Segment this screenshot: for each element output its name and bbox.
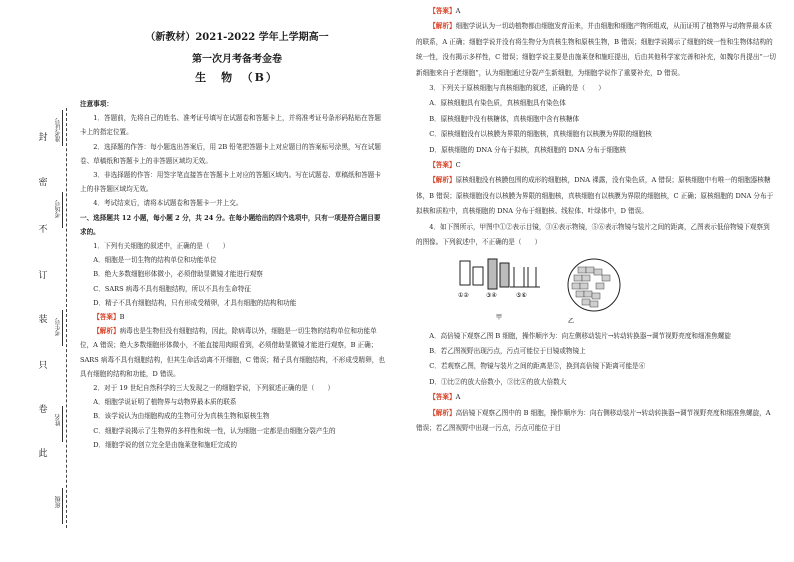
- field-exam-room: 考场号: [55, 200, 62, 218]
- q2-analysis: [416, 19, 776, 81]
- answer-value: C: [455, 161, 461, 170]
- binding-char: 装: [38, 315, 48, 325]
- binding-char: 不: [38, 225, 48, 235]
- q1-option: B．绝大多数细胞形体微小，必须借助显微镜才能进行观察: [93, 270, 263, 279]
- field-line: [62, 110, 63, 146]
- q2-option: A．细胞学说证明了植物界与动物界最本质的联系: [93, 398, 237, 407]
- answer-label: 【答案】: [93, 313, 120, 322]
- binding-dash-line: [66, 108, 67, 528]
- figure-label-56: ⑤⑥: [516, 291, 527, 299]
- notice-item: 3．非选择题的作答：用签字笔直接答在答题卡上对应的答题区域内。写在试题卷、草稿纸和答题卡上的非答题区域均无效。: [80, 171, 381, 194]
- q2-option: B．该学说认为由细胞构成的生物可分为真核生物和原核生物: [93, 412, 270, 421]
- notice-heading: 注意事项：: [80, 100, 113, 108]
- figure-label-jia: 甲: [496, 313, 503, 321]
- q3-option: B．原核细胞中没有核糖体，真核细胞中含有核糖体: [429, 114, 580, 123]
- analysis-text: 原核细胞没有核膜包围的成形的细胞核，DNA 裸露，没有染色质，A 错误；原核细胞中有唯一的细胞器核糖体，B 错误；原核细胞没有以核膜为界限的细胞核，真核细胞有以核膜为界限的细胞核，C 正确；原核细胞的 DNA 分布于拟核和质粒中，真核细胞的 DNA 分布于细胞核、线粒体、叶绿体中，D 错误。: [416, 176, 774, 216]
- analysis-label: 【解析】: [93, 327, 120, 336]
- q1-option: C．SARS 病毒不具有细胞结构，所以不具有生命特征: [93, 284, 251, 293]
- field-admission-number: 准考证号: [55, 118, 62, 142]
- answer-label: 【答案】: [429, 161, 456, 170]
- q3-analysis: [416, 173, 776, 219]
- field-name: 姓名: [55, 414, 62, 426]
- q2-stem: 2．对于 19 世纪自然科学的三大发现之一的细胞学说，下列叙述正确的是（ ）: [93, 384, 335, 393]
- answer-value: A: [455, 7, 461, 15]
- objective-4: [500, 263, 509, 287]
- q4-option: D．①比②的放大倍数小，③比④的放大倍数大: [429, 377, 567, 386]
- binding-char: 此: [38, 449, 48, 459]
- binding-char: 卷: [38, 405, 48, 415]
- analysis-label: 【解析】: [429, 408, 456, 417]
- binding-char: 只: [38, 361, 48, 371]
- notice-item: 4．考试结束后，请将本试题卷和答题卡一并上交。: [93, 199, 243, 208]
- q4-option: B．若乙图视野出现污点，污点可能位于目镜或物镜上: [429, 346, 586, 355]
- field-student-number: 考生号: [55, 318, 62, 336]
- left-column: [80, 30, 386, 452]
- binding-char: 封: [38, 133, 48, 143]
- binding-char: 订: [38, 271, 48, 281]
- q1-option: D．精子不具有细胞结构，只有形成受精卵，才具有细胞的结构和功能: [93, 298, 297, 307]
- q3-stem: 3．下列关于原核细胞与真核细胞的叙述，正确的是（ ）: [429, 84, 605, 93]
- figure-label-12: ①②: [458, 291, 469, 299]
- answer-value: B: [119, 313, 125, 322]
- distance-5: [514, 267, 524, 287]
- analysis-text: 高倍镜下观察乙图中的 B 细胞，操作顺序为：向右侧移动装片→转动转换器→调节视野亮度和细准焦螺旋，A 错误；若乙图视野中出现一污点，污点可能位于目: [416, 408, 771, 432]
- q3-option: C．原核细胞没有以核膜为界限的细胞核，真核细胞有以核膜为界限的细胞核: [429, 130, 652, 139]
- answer-value: A: [455, 393, 461, 402]
- q3-option: A．原核细胞具有染色质，真核细胞具有染色体: [429, 99, 566, 108]
- objective-3: [488, 259, 497, 289]
- field-class: 班级: [55, 496, 62, 508]
- binding-char: 密: [38, 178, 48, 188]
- q1-answer: [80, 310, 386, 324]
- q2-option: D．细胞学说的创立完全是由施莱登和施旺完成的: [93, 440, 237, 449]
- q1-analysis: [80, 324, 386, 381]
- q4-analysis: [416, 406, 776, 437]
- q4-option: A．高倍镜下观察乙图 B 细胞，操作顺序为：向左侧移动装片→转动转换器→调节视野亮度和细准焦螺旋: [429, 331, 731, 340]
- analysis-text: 病毒也是生物但没有细胞结构，因此，除病毒以外，细胞是一切生物的结构单位和功能单位，A 错误；绝大多数细胞形体微小，不能直接用肉眼看到，必须借助显微镜才能进行观察，B 正确；SARS 病毒不具有细胞结构，但其生命活动离不开细胞，C 错误；精子具有细胞结构，不形成受精卵，也具有细胞的结构和功能，D 错误。: [80, 327, 385, 378]
- answer-label: 【答案】: [429, 393, 456, 402]
- q4-stem: 4．如下图所示，甲图中①②表示目镜，③④表示物镜，⑤⑥表示物镜与装片之间的距离，乙图表示低倍物镜下观察到的图像。下列叙述中，不正确的是（ ）: [416, 222, 770, 247]
- exam-title-year: （新教材）2021-2022 学年上学期高一: [145, 32, 329, 43]
- q2-option: C．细胞学说揭示了生物界的多样性和统一性，认为细胞一定都是由细胞分裂产生的: [93, 426, 336, 435]
- section-heading: 一、选择题共 12 小题，每小题 2 分，共 24 分。在每小题给出的四个选项中，只有一项是符合题目要求的。: [80, 213, 381, 236]
- cells: [572, 267, 610, 307]
- field-line: [62, 310, 63, 346]
- analysis-text: 细胞学说认为一切动植物都由细胞发育而来，并由细胞和细胞产物所组成，从而证明了植物界与动物界最本质的联系，A 正确；细胞学说并没有将生物分为真核生物和原核生物，B 错误；细胞学说揭示了细胞的统一性和生物体结构的统一性，没有揭示多样性，C 错误；细胞学说主要是由施莱登和施旺提出，后由其他科学家完善和补充，如魏尔肖提出“一切新细胞来自于老细胞”，认为细胞通过分裂产生新细胞，为细胞学说作了重要补充，D 错误。: [416, 22, 776, 77]
- analysis-label: 【解析】: [429, 176, 456, 185]
- q4-figure: [416, 253, 776, 327]
- field-line: [62, 488, 63, 524]
- exam-subject: 生 物 （B）: [195, 71, 279, 84]
- eyepiece-2: [473, 267, 483, 285]
- q4-option: C．若观察乙图，物镜与装片之间的距离是⑤，换到高倍镜下距离可能是⑥: [429, 362, 646, 371]
- q3-answer: [416, 158, 776, 173]
- q2-answer: [416, 4, 776, 19]
- field-line: [62, 406, 63, 442]
- right-column: [416, 4, 776, 436]
- binding-margin: [0, 0, 92, 562]
- q1-stem: 1．下列有关细胞的叙述中，正确的是（ ）: [93, 242, 230, 251]
- figure-label-34: ③④: [486, 291, 497, 299]
- distance-6: [528, 267, 536, 287]
- figure-label-yi: 乙: [568, 317, 575, 325]
- microscope-figure: [456, 253, 636, 327]
- notice-item: 1．答题前，先将自己的姓名、准考证号填写在试题卷和答题卡上，并将准考证号条形码粘贴在答题卡上的指定位置。: [80, 114, 381, 137]
- analysis-label: 【解析】: [429, 22, 456, 31]
- notice-item: 2．选择题的作答：每小题选出答案后，用 2B 铅笔把答题卡上对应题目的答案标号涂黑，写在试题卷、草稿纸和答题卡上的非答题区域均无效。: [80, 142, 381, 165]
- answer-label: 【答案】: [429, 7, 456, 15]
- eyepiece-1: [460, 261, 470, 285]
- field-line: [62, 192, 63, 228]
- exam-title-name: 第一次月考备考金卷: [192, 54, 282, 65]
- q4-answer: [416, 390, 776, 405]
- q3-option: D．原核细胞的 DNA 分布于拟核，真核细胞的 DNA 分布于细胞核: [429, 145, 627, 154]
- q1-option: A．细胞是一切生物的结构单位和功能单位: [93, 256, 217, 265]
